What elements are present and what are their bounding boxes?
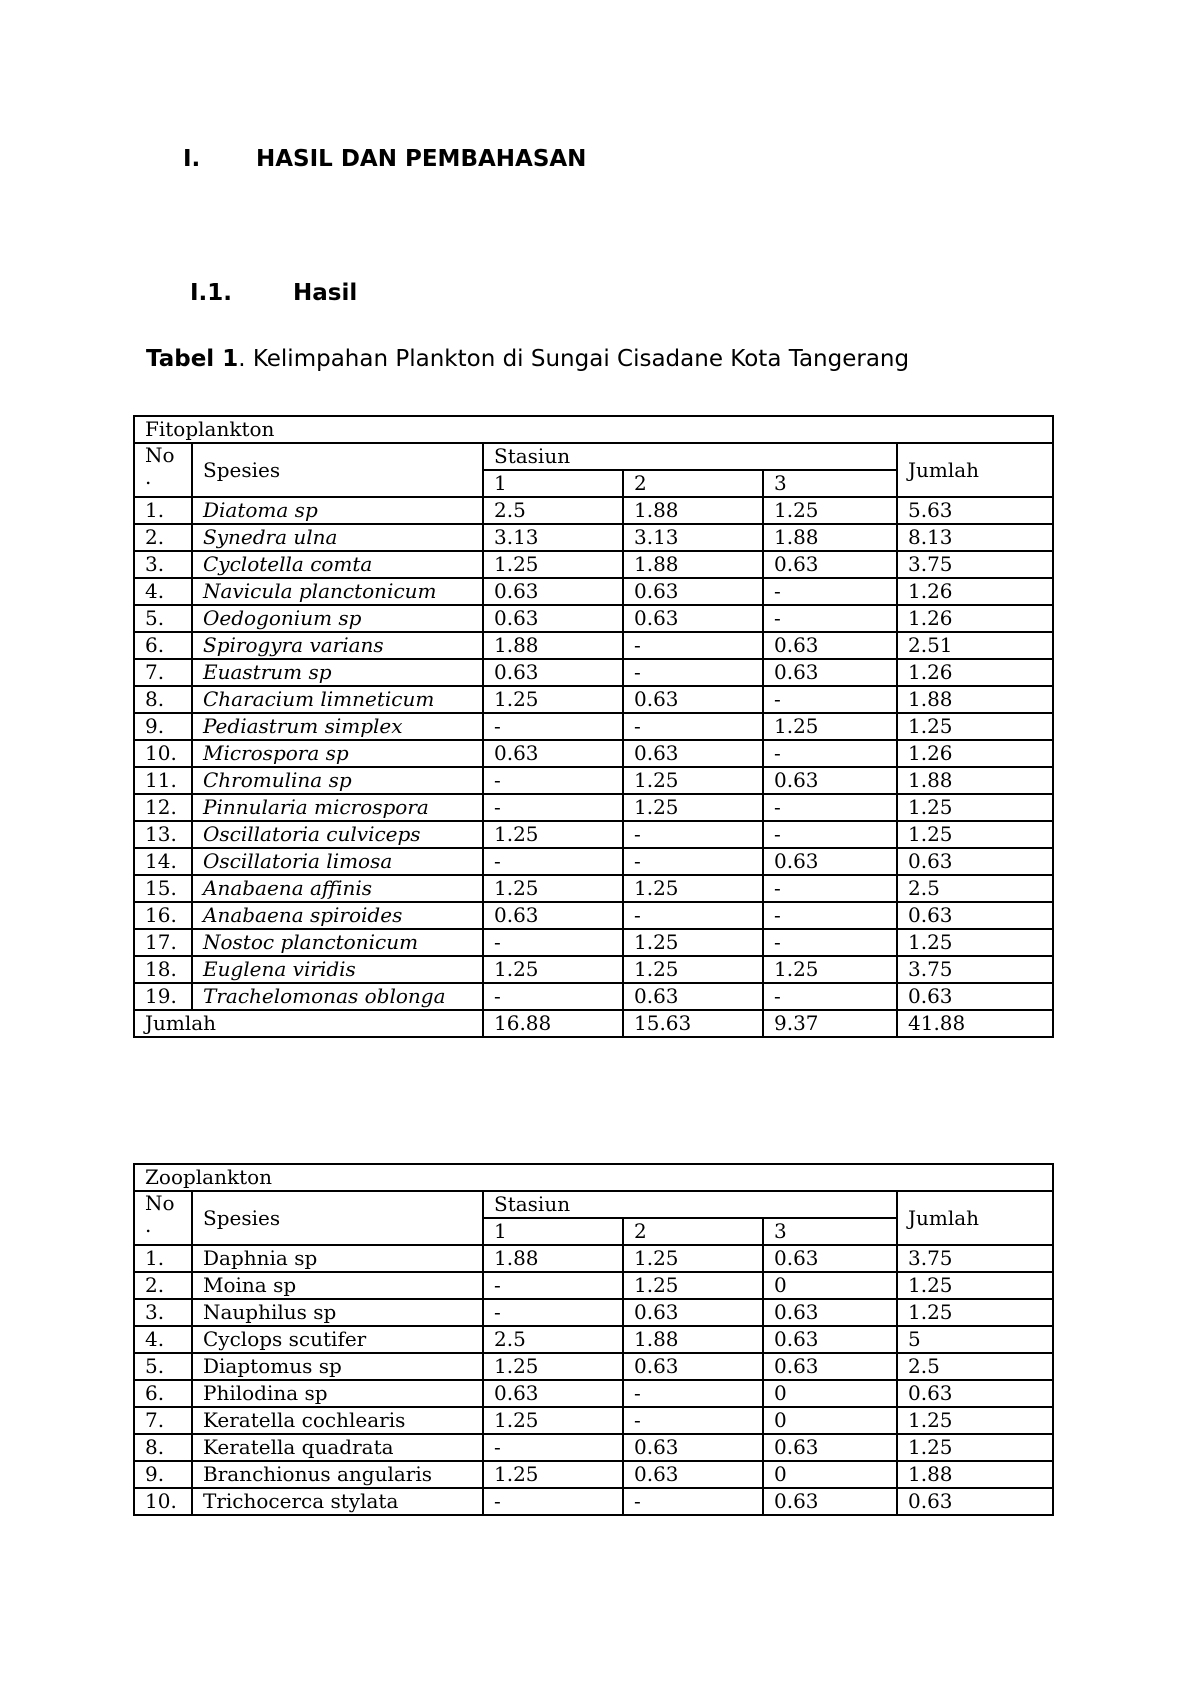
- table-caption: [146, 346, 909, 372]
- cell-stasiun-3: -: [763, 605, 897, 632]
- cell-stasiun-2: 0.63: [623, 740, 763, 767]
- table-title: Zooplankton: [134, 1164, 1053, 1191]
- cell-stasiun-2: 1.25: [623, 1272, 763, 1299]
- column-header-stasiun-1: 1: [483, 470, 623, 497]
- cell-jumlah: 0.63: [897, 1380, 1053, 1407]
- cell-stasiun-3: -: [763, 929, 897, 956]
- cell-stasiun-1: 1.25: [483, 1461, 623, 1488]
- cell-no: 9.: [134, 713, 192, 740]
- cell-stasiun-3: 1.25: [763, 956, 897, 983]
- cell-stasiun-3: -: [763, 578, 897, 605]
- cell-stasiun-1: 0.63: [483, 578, 623, 605]
- column-header-stasiun-2: 2: [623, 470, 763, 497]
- cell-stasiun-2: -: [623, 848, 763, 875]
- cell-jumlah: 1.26: [897, 605, 1053, 632]
- cell-spesies: Pinnularia microspora: [192, 794, 483, 821]
- cell-spesies: Spirogyra varians: [192, 632, 483, 659]
- cell-stasiun-3: 0.63: [763, 1434, 897, 1461]
- cell-no: 4.: [134, 1326, 192, 1353]
- cell-spesies: Oscillatoria limosa: [192, 848, 483, 875]
- cell-stasiun-1: -: [483, 848, 623, 875]
- cell-stasiun-2: 0.63: [623, 983, 763, 1010]
- cell-stasiun-2: -: [623, 902, 763, 929]
- cell-stasiun-1: 0.63: [483, 740, 623, 767]
- cell-jumlah: 1.26: [897, 659, 1053, 686]
- cell-stasiun-2: 1.25: [623, 956, 763, 983]
- cell-spesies: Navicula planctonicum: [192, 578, 483, 605]
- cell-stasiun-1: 1.88: [483, 1245, 623, 1272]
- cell-jumlah: 1.25: [897, 1434, 1053, 1461]
- cell-stasiun-2: 3.13: [623, 524, 763, 551]
- cell-stasiun-1: -: [483, 983, 623, 1010]
- cell-stasiun-3: 0: [763, 1272, 897, 1299]
- cell-jumlah: 5.63: [897, 497, 1053, 524]
- cell-stasiun-3: 0.63: [763, 767, 897, 794]
- table-row: [134, 1299, 1053, 1326]
- table-row: [134, 659, 1053, 686]
- table-title-row: [134, 416, 1053, 443]
- cell-spesies: Daphnia sp: [192, 1245, 483, 1272]
- cell-spesies: Cyclops scutifer: [192, 1326, 483, 1353]
- column-header-stasiun-1: 1: [483, 1218, 623, 1245]
- cell-spesies: Diatoma sp: [192, 497, 483, 524]
- cell-stasiun-3: 0: [763, 1380, 897, 1407]
- cell-stasiun-2: 0.63: [623, 1434, 763, 1461]
- cell-stasiun-3: -: [763, 821, 897, 848]
- cell-spesies: Moina sp: [192, 1272, 483, 1299]
- cell-stasiun-1: -: [483, 713, 623, 740]
- cell-jumlah: 1.88: [897, 767, 1053, 794]
- cell-stasiun-2: 1.25: [623, 767, 763, 794]
- cell-spesies: Euastrum sp: [192, 659, 483, 686]
- cell-stasiun-1: -: [483, 1299, 623, 1326]
- cell-stasiun-2: 1.25: [623, 929, 763, 956]
- total-stasiun-3: 9.37: [763, 1010, 897, 1037]
- cell-stasiun-2: 1.88: [623, 497, 763, 524]
- table-row: [134, 983, 1053, 1010]
- total-label: Jumlah: [134, 1010, 483, 1037]
- cell-no: 15.: [134, 875, 192, 902]
- cell-no: 17.: [134, 929, 192, 956]
- cell-stasiun-1: 1.25: [483, 686, 623, 713]
- table-row: [134, 524, 1053, 551]
- cell-stasiun-1: 0.63: [483, 1380, 623, 1407]
- cell-no: 9.: [134, 1461, 192, 1488]
- cell-spesies: Euglena viridis: [192, 956, 483, 983]
- cell-stasiun-2: 0.63: [623, 1353, 763, 1380]
- cell-jumlah: 2.5: [897, 875, 1053, 902]
- cell-no: 2.: [134, 1272, 192, 1299]
- cell-no: 5.: [134, 1353, 192, 1380]
- cell-no: 8.: [134, 686, 192, 713]
- cell-spesies: Microspora sp: [192, 740, 483, 767]
- cell-no: 1.: [134, 497, 192, 524]
- column-header-jumlah: Jumlah: [897, 1191, 1053, 1245]
- table-row: [134, 1488, 1053, 1515]
- subsection-title: Hasil: [293, 280, 358, 306]
- cell-spesies: Keratella cochlearis: [192, 1407, 483, 1434]
- subsection-number: I.1.: [190, 280, 233, 306]
- section-number: I.: [183, 146, 201, 172]
- cell-stasiun-1: -: [483, 1488, 623, 1515]
- cell-stasiun-1: 0.63: [483, 902, 623, 929]
- cell-stasiun-1: 1.25: [483, 956, 623, 983]
- cell-stasiun-2: 0.63: [623, 686, 763, 713]
- cell-jumlah: 0.63: [897, 1488, 1053, 1515]
- cell-stasiun-2: 0.63: [623, 1299, 763, 1326]
- cell-no: 7.: [134, 659, 192, 686]
- cell-stasiun-2: -: [623, 632, 763, 659]
- cell-no: 6.: [134, 1380, 192, 1407]
- cell-spesies: Trachelomonas oblonga: [192, 983, 483, 1010]
- total-jumlah: 41.88: [897, 1010, 1053, 1037]
- table-row: [134, 1407, 1053, 1434]
- cell-spesies: Chromulina sp: [192, 767, 483, 794]
- cell-no: 6.: [134, 632, 192, 659]
- cell-jumlah: 3.75: [897, 956, 1053, 983]
- zooplankton-table-body: [134, 1164, 1053, 1515]
- cell-stasiun-3: 0.63: [763, 632, 897, 659]
- cell-spesies: Philodina sp: [192, 1380, 483, 1407]
- cell-jumlah: 1.25: [897, 1407, 1053, 1434]
- cell-stasiun-1: 1.25: [483, 875, 623, 902]
- cell-stasiun-2: -: [623, 1488, 763, 1515]
- cell-stasiun-3: -: [763, 686, 897, 713]
- cell-stasiun-3: 0.63: [763, 551, 897, 578]
- cell-jumlah: 1.25: [897, 794, 1053, 821]
- cell-stasiun-3: 0.63: [763, 659, 897, 686]
- cell-jumlah: 1.26: [897, 578, 1053, 605]
- cell-stasiun-3: 0: [763, 1461, 897, 1488]
- cell-jumlah: 0.63: [897, 983, 1053, 1010]
- cell-stasiun-3: -: [763, 794, 897, 821]
- column-header-stasiun: Stasiun: [483, 1191, 897, 1218]
- table-row: [134, 875, 1053, 902]
- zooplankton-table: [133, 1163, 1054, 1516]
- cell-no: 1.: [134, 1245, 192, 1272]
- table-total-row: [134, 1010, 1053, 1037]
- cell-jumlah: 1.88: [897, 686, 1053, 713]
- cell-no: 4.: [134, 578, 192, 605]
- table-row: [134, 1461, 1053, 1488]
- cell-spesies: Oscillatoria culviceps: [192, 821, 483, 848]
- cell-spesies: Anabaena spiroides: [192, 902, 483, 929]
- cell-stasiun-2: -: [623, 659, 763, 686]
- cell-stasiun-1: -: [483, 929, 623, 956]
- table-row: [134, 821, 1053, 848]
- fitoplankton-table: [133, 415, 1054, 1038]
- column-header-no: No .: [134, 1191, 192, 1245]
- cell-spesies: Nauphilus sp: [192, 1299, 483, 1326]
- cell-jumlah: 3.75: [897, 551, 1053, 578]
- cell-no: 3.: [134, 1299, 192, 1326]
- cell-stasiun-1: -: [483, 767, 623, 794]
- table-header-row: [134, 443, 1053, 470]
- cell-stasiun-3: 0.63: [763, 1245, 897, 1272]
- column-header-jumlah: Jumlah: [897, 443, 1053, 497]
- column-header-spesies: Spesies: [192, 443, 483, 497]
- column-header-stasiun: Stasiun: [483, 443, 897, 470]
- cell-jumlah: 1.25: [897, 1299, 1053, 1326]
- column-header-stasiun-2: 2: [623, 1218, 763, 1245]
- cell-stasiun-3: 0.63: [763, 1299, 897, 1326]
- cell-jumlah: 1.25: [897, 713, 1053, 740]
- cell-spesies: Diaptomus sp: [192, 1353, 483, 1380]
- cell-spesies: Trichocerca stylata: [192, 1488, 483, 1515]
- cell-no: 7.: [134, 1407, 192, 1434]
- cell-jumlah: 8.13: [897, 524, 1053, 551]
- cell-stasiun-2: 1.25: [623, 794, 763, 821]
- total-stasiun-1: 16.88: [483, 1010, 623, 1037]
- table-row: [134, 686, 1053, 713]
- table-caption-label: Tabel 1: [146, 346, 239, 372]
- table-title-row: [134, 1164, 1053, 1191]
- table-row: [134, 551, 1053, 578]
- cell-jumlah: 1.26: [897, 740, 1053, 767]
- cell-spesies: Cyclotella comta: [192, 551, 483, 578]
- cell-stasiun-1: 3.13: [483, 524, 623, 551]
- column-header-stasiun-3: 3: [763, 1218, 897, 1245]
- table-row: [134, 956, 1053, 983]
- cell-spesies: Oedogonium sp: [192, 605, 483, 632]
- cell-stasiun-2: -: [623, 821, 763, 848]
- cell-stasiun-2: 1.88: [623, 1326, 763, 1353]
- table-row: [134, 1272, 1053, 1299]
- cell-stasiun-2: 0.63: [623, 578, 763, 605]
- cell-stasiun-2: 0.63: [623, 1461, 763, 1488]
- cell-spesies: Keratella quadrata: [192, 1434, 483, 1461]
- cell-stasiun-1: 1.25: [483, 1353, 623, 1380]
- cell-stasiun-3: 1.25: [763, 713, 897, 740]
- table-row: [134, 1245, 1053, 1272]
- cell-stasiun-3: 0: [763, 1407, 897, 1434]
- cell-stasiun-2: -: [623, 1407, 763, 1434]
- cell-jumlah: 5: [897, 1326, 1053, 1353]
- cell-stasiun-3: 0.63: [763, 1488, 897, 1515]
- cell-no: 10.: [134, 740, 192, 767]
- cell-stasiun-1: -: [483, 794, 623, 821]
- cell-stasiun-2: 0.63: [623, 605, 763, 632]
- cell-jumlah: 3.75: [897, 1245, 1053, 1272]
- table-row: [134, 929, 1053, 956]
- cell-jumlah: 1.25: [897, 1272, 1053, 1299]
- cell-no: 19.: [134, 983, 192, 1010]
- cell-stasiun-1: 1.25: [483, 551, 623, 578]
- cell-stasiun-1: -: [483, 1434, 623, 1461]
- cell-jumlah: 2.5: [897, 1353, 1053, 1380]
- cell-no: 3.: [134, 551, 192, 578]
- cell-spesies: Characium limneticum: [192, 686, 483, 713]
- cell-no: 2.: [134, 524, 192, 551]
- total-stasiun-2: 15.63: [623, 1010, 763, 1037]
- section-heading: [183, 146, 586, 172]
- cell-stasiun-2: -: [623, 713, 763, 740]
- cell-no: 5.: [134, 605, 192, 632]
- table-row: [134, 605, 1053, 632]
- table-row: [134, 1434, 1053, 1461]
- cell-jumlah: 0.63: [897, 902, 1053, 929]
- cell-stasiun-2: 1.88: [623, 551, 763, 578]
- cell-jumlah: 2.51: [897, 632, 1053, 659]
- cell-no: 18.: [134, 956, 192, 983]
- cell-jumlah: 1.25: [897, 821, 1053, 848]
- cell-stasiun-1: 2.5: [483, 1326, 623, 1353]
- section-title: HASIL DAN PEMBAHASAN: [256, 146, 587, 172]
- cell-stasiun-3: -: [763, 983, 897, 1010]
- cell-stasiun-1: 2.5: [483, 497, 623, 524]
- cell-stasiun-2: 1.25: [623, 875, 763, 902]
- table-row: [134, 848, 1053, 875]
- cell-stasiun-3: -: [763, 875, 897, 902]
- cell-spesies: Anabaena affinis: [192, 875, 483, 902]
- cell-stasiun-1: -: [483, 1272, 623, 1299]
- cell-no: 14.: [134, 848, 192, 875]
- cell-stasiun-3: -: [763, 902, 897, 929]
- table-row: [134, 767, 1053, 794]
- cell-jumlah: 1.88: [897, 1461, 1053, 1488]
- table-row: [134, 578, 1053, 605]
- column-header-spesies: Spesies: [192, 1191, 483, 1245]
- cell-no: 11.: [134, 767, 192, 794]
- subsection-heading: [190, 280, 357, 306]
- cell-spesies: Synedra ulna: [192, 524, 483, 551]
- cell-no: 8.: [134, 1434, 192, 1461]
- cell-stasiun-3: 1.88: [763, 524, 897, 551]
- fitoplankton-table-body: [134, 416, 1053, 1037]
- cell-spesies: Branchionus angularis: [192, 1461, 483, 1488]
- cell-jumlah: 1.25: [897, 929, 1053, 956]
- cell-no: 16.: [134, 902, 192, 929]
- table-row: [134, 794, 1053, 821]
- cell-stasiun-1: 0.63: [483, 605, 623, 632]
- cell-stasiun-1: 1.88: [483, 632, 623, 659]
- column-header-no: No .: [134, 443, 192, 497]
- cell-spesies: Nostoc planctonicum: [192, 929, 483, 956]
- cell-stasiun-3: 1.25: [763, 497, 897, 524]
- table-row: [134, 632, 1053, 659]
- cell-stasiun-2: 1.25: [623, 1245, 763, 1272]
- cell-stasiun-3: 0.63: [763, 1326, 897, 1353]
- cell-no: 12.: [134, 794, 192, 821]
- table-header-row: [134, 1191, 1053, 1218]
- cell-no: 10.: [134, 1488, 192, 1515]
- cell-stasiun-1: 0.63: [483, 659, 623, 686]
- cell-stasiun-3: -: [763, 740, 897, 767]
- table-row: [134, 1353, 1053, 1380]
- cell-stasiun-2: -: [623, 1380, 763, 1407]
- cell-stasiun-3: 0.63: [763, 1353, 897, 1380]
- cell-jumlah: 0.63: [897, 848, 1053, 875]
- cell-stasiun-3: 0.63: [763, 848, 897, 875]
- column-header-stasiun-3: 3: [763, 470, 897, 497]
- cell-stasiun-1: 1.25: [483, 821, 623, 848]
- table-row: [134, 1380, 1053, 1407]
- cell-stasiun-1: 1.25: [483, 1407, 623, 1434]
- table-title: Fitoplankton: [134, 416, 1053, 443]
- table-row: [134, 902, 1053, 929]
- table-caption-text: . Kelimpahan Plankton di Sungai Cisadane Kota Tangerang: [238, 346, 910, 372]
- cell-no: 13.: [134, 821, 192, 848]
- table-row: [134, 713, 1053, 740]
- table-row: [134, 740, 1053, 767]
- table-row: [134, 497, 1053, 524]
- table-row: [134, 1326, 1053, 1353]
- cell-spesies: Pediastrum simplex: [192, 713, 483, 740]
